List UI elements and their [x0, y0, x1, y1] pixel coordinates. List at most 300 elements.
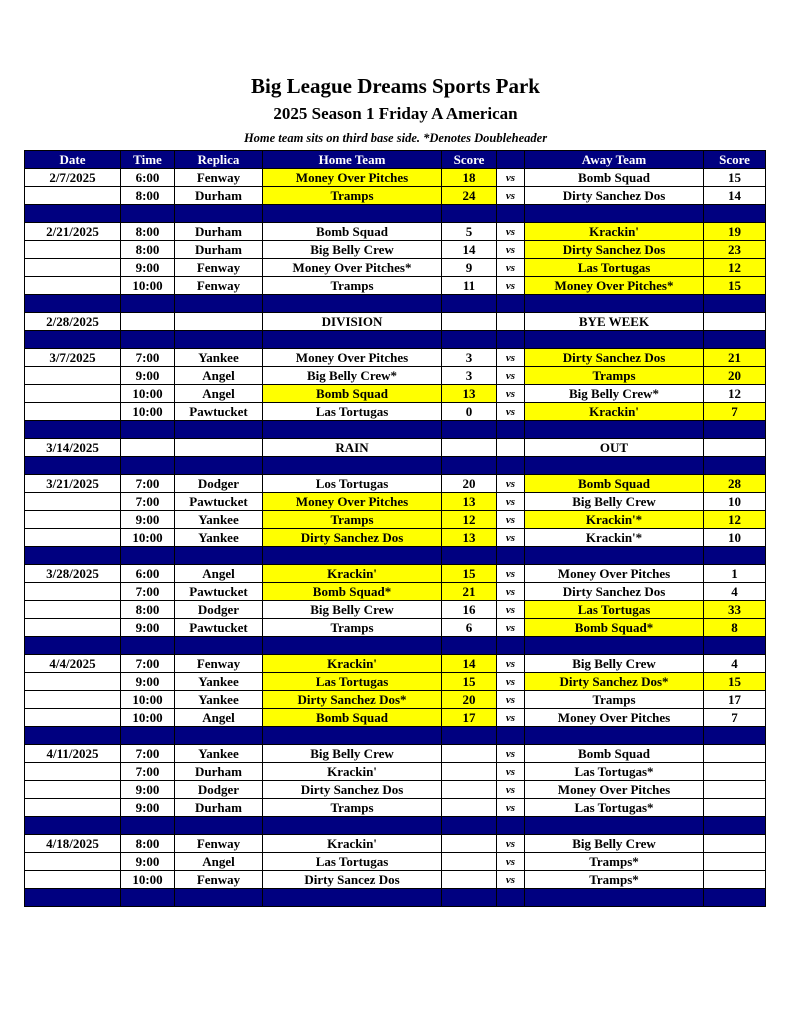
cell-home-team: Tramps: [263, 511, 442, 529]
table-row: [25, 673, 766, 691]
cell-home-team: Krackin': [263, 763, 442, 781]
cell-vs: vs: [497, 565, 525, 583]
week-separator-row: [25, 205, 766, 223]
col-header-date: Date: [25, 151, 121, 169]
cell-away-score: 7: [704, 403, 766, 421]
cell-home-score: [442, 763, 497, 781]
table-row: [25, 871, 766, 889]
cell-date: 3/7/2025: [25, 349, 121, 367]
separator-cell: [704, 421, 766, 439]
cell-date: [25, 853, 121, 871]
table-row: [25, 529, 766, 547]
cell-date: [25, 691, 121, 709]
separator-cell: [263, 295, 442, 313]
separator-cell: [25, 205, 121, 223]
cell-home-score: 16: [442, 601, 497, 619]
table-row: [25, 835, 766, 853]
cell-home-team: Dirty Sanchez Dos*: [263, 691, 442, 709]
cell-home-team: Tramps: [263, 277, 442, 295]
cell-replica: Fenway: [175, 259, 263, 277]
separator-cell: [25, 817, 121, 835]
separator-cell: [525, 727, 704, 745]
table-row: [25, 187, 766, 205]
cell-home-score: 21: [442, 583, 497, 601]
cell-time: 7:00: [121, 655, 175, 673]
separator-cell: [497, 457, 525, 475]
cell-away-team: Money Over Pitches: [525, 565, 704, 583]
cell-vs: vs: [497, 691, 525, 709]
table-row: [25, 493, 766, 511]
cell-date: 4/18/2025: [25, 835, 121, 853]
cell-replica: Fenway: [175, 169, 263, 187]
cell-vs: vs: [497, 367, 525, 385]
cell-home-score: 13: [442, 529, 497, 547]
cell-home-score: [442, 745, 497, 763]
cell-home-score: 18: [442, 169, 497, 187]
cell-away-team: Dirty Sanchez Dos: [525, 241, 704, 259]
cell-time: 9:00: [121, 511, 175, 529]
week-separator-row: [25, 457, 766, 475]
cell-replica: Pawtucket: [175, 619, 263, 637]
separator-cell: [525, 817, 704, 835]
cell-home-team: Big Belly Crew: [263, 745, 442, 763]
cell-time: 9:00: [121, 781, 175, 799]
cell-away-score: 4: [704, 655, 766, 673]
cell-time: 10:00: [121, 385, 175, 403]
separator-cell: [121, 727, 175, 745]
separator-cell: [704, 817, 766, 835]
cell-vs: vs: [497, 475, 525, 493]
separator-cell: [121, 817, 175, 835]
cell-date: [25, 871, 121, 889]
cell-time: 6:00: [121, 169, 175, 187]
cell-away-team: Bomb Squad: [525, 169, 704, 187]
cell-date: [25, 241, 121, 259]
cell-away-team: Krackin'*: [525, 511, 704, 529]
separator-cell: [121, 295, 175, 313]
col-header-home-team: Home Team: [263, 151, 442, 169]
cell-replica: Yankee: [175, 673, 263, 691]
cell-vs: vs: [497, 223, 525, 241]
cell-replica: Fenway: [175, 277, 263, 295]
separator-cell: [175, 205, 263, 223]
col-header-replica: Replica: [175, 151, 263, 169]
table-row: [25, 565, 766, 583]
separator-cell: [497, 295, 525, 313]
cell-home-team: Big Belly Crew: [263, 601, 442, 619]
cell-away-team: BYE WEEK: [525, 313, 704, 331]
separator-cell: [497, 889, 525, 907]
table-row: [25, 439, 766, 457]
separator-cell: [175, 421, 263, 439]
cell-date: [25, 511, 121, 529]
separator-cell: [263, 331, 442, 349]
cell-away-team: Bomb Squad: [525, 745, 704, 763]
cell-replica: Fenway: [175, 835, 263, 853]
cell-home-score: 14: [442, 655, 497, 673]
cell-date: 3/21/2025: [25, 475, 121, 493]
cell-date: [25, 367, 121, 385]
cell-home-score: 24: [442, 187, 497, 205]
separator-cell: [25, 457, 121, 475]
separator-cell: [263, 421, 442, 439]
cell-home-team: Money Over Pitches: [263, 169, 442, 187]
separator-cell: [25, 331, 121, 349]
cell-date: [25, 187, 121, 205]
cell-vs: vs: [497, 493, 525, 511]
separator-cell: [704, 457, 766, 475]
cell-time: 8:00: [121, 223, 175, 241]
week-separator-row: [25, 637, 766, 655]
cell-home-team: Las Tortugas: [263, 853, 442, 871]
cell-home-score: [442, 853, 497, 871]
cell-away-score: [704, 799, 766, 817]
cell-away-team: Dirty Sanchez Dos*: [525, 673, 704, 691]
separator-cell: [175, 547, 263, 565]
cell-away-score: [704, 439, 766, 457]
col-header-time: Time: [121, 151, 175, 169]
cell-replica: Angel: [175, 709, 263, 727]
cell-away-score: 12: [704, 511, 766, 529]
separator-cell: [175, 331, 263, 349]
cell-away-score: [704, 313, 766, 331]
cell-vs: [497, 313, 525, 331]
cell-home-team: Las Tortugas: [263, 673, 442, 691]
week-separator-row: [25, 817, 766, 835]
separator-cell: [525, 547, 704, 565]
page-title: Big League Dreams Sports Park: [251, 74, 540, 98]
table-row: [25, 853, 766, 871]
separator-cell: [25, 547, 121, 565]
cell-date: [25, 583, 121, 601]
cell-home-team: Money Over Pitches*: [263, 259, 442, 277]
cell-home-team: Bomb Squad: [263, 385, 442, 403]
cell-vs: vs: [497, 673, 525, 691]
schedule-table: [24, 150, 766, 907]
table-row: [25, 313, 766, 331]
cell-date: 3/28/2025: [25, 565, 121, 583]
cell-vs: vs: [497, 763, 525, 781]
cell-away-score: [704, 853, 766, 871]
separator-cell: [442, 727, 497, 745]
cell-replica: Yankee: [175, 745, 263, 763]
separator-cell: [263, 817, 442, 835]
table-row: [25, 403, 766, 421]
separator-cell: [497, 421, 525, 439]
cell-replica: Fenway: [175, 655, 263, 673]
separator-cell: [704, 727, 766, 745]
cell-replica: [175, 439, 263, 457]
cell-home-team: DIVISION: [263, 313, 442, 331]
week-separator-row: [25, 727, 766, 745]
cell-away-score: 28: [704, 475, 766, 493]
cell-home-score: 13: [442, 385, 497, 403]
cell-home-score: 13: [442, 493, 497, 511]
separator-cell: [704, 205, 766, 223]
cell-away-team: OUT: [525, 439, 704, 457]
cell-time: 8:00: [121, 601, 175, 619]
separator-cell: [121, 421, 175, 439]
separator-cell: [442, 205, 497, 223]
cell-time: 7:00: [121, 349, 175, 367]
separator-cell: [497, 331, 525, 349]
cell-home-team: Bomb Squad: [263, 709, 442, 727]
cell-away-score: 15: [704, 169, 766, 187]
separator-cell: [525, 457, 704, 475]
cell-away-team: Tramps: [525, 367, 704, 385]
cell-away-team: Bomb Squad: [525, 475, 704, 493]
cell-vs: vs: [497, 799, 525, 817]
cell-home-score: [442, 781, 497, 799]
table-row: [25, 799, 766, 817]
table-row: [25, 655, 766, 673]
cell-date: [25, 673, 121, 691]
cell-date: [25, 385, 121, 403]
cell-time: 7:00: [121, 583, 175, 601]
cell-home-team: Dirty Sanchez Dos: [263, 781, 442, 799]
cell-away-team: Las Tortugas*: [525, 763, 704, 781]
cell-home-team: Dirty Sanchez Dos: [263, 529, 442, 547]
cell-vs: vs: [497, 241, 525, 259]
col-header-vs: [497, 151, 525, 169]
cell-replica: Yankee: [175, 691, 263, 709]
table-row: [25, 367, 766, 385]
cell-time: 9:00: [121, 673, 175, 691]
cell-time: 7:00: [121, 493, 175, 511]
cell-time: [121, 439, 175, 457]
cell-vs: vs: [497, 619, 525, 637]
cell-home-score: [442, 439, 497, 457]
cell-date: [25, 709, 121, 727]
cell-away-score: [704, 745, 766, 763]
cell-replica: Yankee: [175, 529, 263, 547]
cell-away-team: Big Belly Crew: [525, 493, 704, 511]
cell-vs: vs: [497, 511, 525, 529]
cell-replica: Yankee: [175, 511, 263, 529]
week-separator-row: [25, 421, 766, 439]
cell-date: 3/14/2025: [25, 439, 121, 457]
cell-time: 10:00: [121, 277, 175, 295]
table-row: [25, 619, 766, 637]
separator-cell: [263, 457, 442, 475]
cell-away-score: 7: [704, 709, 766, 727]
separator-cell: [25, 295, 121, 313]
cell-replica: Durham: [175, 223, 263, 241]
cell-away-team: Las Tortugas*: [525, 799, 704, 817]
cell-home-score: [442, 313, 497, 331]
cell-replica: [175, 313, 263, 331]
separator-cell: [175, 457, 263, 475]
cell-home-score: 17: [442, 709, 497, 727]
cell-away-team: Dirty Sanchez Dos: [525, 349, 704, 367]
cell-replica: Durham: [175, 241, 263, 259]
separator-cell: [704, 331, 766, 349]
cell-time: 8:00: [121, 835, 175, 853]
cell-away-score: [704, 763, 766, 781]
table-row: [25, 385, 766, 403]
table-header-row: [25, 151, 766, 169]
cell-time: 10:00: [121, 871, 175, 889]
cell-replica: Pawtucket: [175, 493, 263, 511]
cell-date: 4/11/2025: [25, 745, 121, 763]
cell-replica: Angel: [175, 367, 263, 385]
table-row: [25, 601, 766, 619]
cell-vs: vs: [497, 655, 525, 673]
cell-away-team: Krackin': [525, 223, 704, 241]
cell-replica: Durham: [175, 799, 263, 817]
cell-home-score: 5: [442, 223, 497, 241]
separator-cell: [525, 331, 704, 349]
cell-away-score: 19: [704, 223, 766, 241]
cell-away-score: 10: [704, 529, 766, 547]
cell-date: [25, 529, 121, 547]
cell-time: 7:00: [121, 475, 175, 493]
cell-replica: Dodger: [175, 475, 263, 493]
schedule-body: [25, 169, 766, 907]
cell-replica: Pawtucket: [175, 403, 263, 421]
cell-home-score: 20: [442, 691, 497, 709]
cell-away-team: Big Belly Crew: [525, 835, 704, 853]
table-row: [25, 511, 766, 529]
cell-vs: vs: [497, 871, 525, 889]
cell-away-score: [704, 835, 766, 853]
cell-away-score: [704, 781, 766, 799]
cell-date: [25, 781, 121, 799]
cell-home-score: 9: [442, 259, 497, 277]
cell-vs: vs: [497, 583, 525, 601]
cell-away-score: 20: [704, 367, 766, 385]
table-row: [25, 691, 766, 709]
table-row: [25, 583, 766, 601]
week-separator-row: [25, 295, 766, 313]
table-row: [25, 241, 766, 259]
separator-cell: [442, 295, 497, 313]
cell-away-score: 1: [704, 565, 766, 583]
separator-cell: [442, 817, 497, 835]
cell-away-team: Dirty Sanchez Dos: [525, 583, 704, 601]
cell-vs: vs: [497, 187, 525, 205]
cell-home-score: 15: [442, 565, 497, 583]
cell-away-score: 33: [704, 601, 766, 619]
cell-home-team: Krackin': [263, 565, 442, 583]
cell-vs: vs: [497, 853, 525, 871]
cell-vs: vs: [497, 403, 525, 421]
separator-cell: [525, 637, 704, 655]
separator-cell: [442, 457, 497, 475]
separator-cell: [263, 637, 442, 655]
cell-home-team: Dirty Sancez Dos: [263, 871, 442, 889]
cell-home-score: 20: [442, 475, 497, 493]
separator-cell: [525, 889, 704, 907]
cell-time: 6:00: [121, 565, 175, 583]
cell-away-score: 12: [704, 385, 766, 403]
cell-vs: vs: [497, 835, 525, 853]
cell-vs: [497, 439, 525, 457]
cell-away-score: [704, 871, 766, 889]
cell-vs: vs: [497, 277, 525, 295]
cell-date: 2/21/2025: [25, 223, 121, 241]
separator-cell: [175, 295, 263, 313]
separator-cell: [442, 331, 497, 349]
cell-home-score: 12: [442, 511, 497, 529]
separator-cell: [442, 637, 497, 655]
cell-vs: vs: [497, 781, 525, 799]
separator-cell: [704, 295, 766, 313]
separator-cell: [704, 547, 766, 565]
cell-away-team: Krackin'*: [525, 529, 704, 547]
cell-away-team: Bomb Squad*: [525, 619, 704, 637]
cell-replica: Dodger: [175, 601, 263, 619]
cell-replica: Pawtucket: [175, 583, 263, 601]
table-row: [25, 709, 766, 727]
cell-home-team: Bomb Squad: [263, 223, 442, 241]
cell-home-score: [442, 835, 497, 853]
cell-away-score: 8: [704, 619, 766, 637]
cell-date: [25, 619, 121, 637]
cell-away-team: Las Tortugas: [525, 259, 704, 277]
separator-cell: [121, 457, 175, 475]
cell-away-score: 12: [704, 259, 766, 277]
cell-vs: vs: [497, 169, 525, 187]
col-header-away-team: Away Team: [525, 151, 704, 169]
separator-cell: [525, 421, 704, 439]
cell-time: 9:00: [121, 799, 175, 817]
cell-time: 10:00: [121, 403, 175, 421]
cell-vs: vs: [497, 601, 525, 619]
cell-replica: Durham: [175, 763, 263, 781]
cell-time: 9:00: [121, 619, 175, 637]
table-row: [25, 277, 766, 295]
cell-away-score: 15: [704, 277, 766, 295]
cell-date: 2/28/2025: [25, 313, 121, 331]
cell-away-score: 21: [704, 349, 766, 367]
cell-home-team: Tramps: [263, 799, 442, 817]
cell-date: 4/4/2025: [25, 655, 121, 673]
col-header-home-score: Score: [442, 151, 497, 169]
cell-date: [25, 259, 121, 277]
separator-cell: [525, 205, 704, 223]
cell-away-team: Tramps: [525, 691, 704, 709]
cell-time: 7:00: [121, 763, 175, 781]
cell-replica: Angel: [175, 853, 263, 871]
separator-cell: [121, 205, 175, 223]
separator-cell: [497, 817, 525, 835]
cell-home-team: Money Over Pitches: [263, 349, 442, 367]
cell-home-score: 6: [442, 619, 497, 637]
cell-away-score: 17: [704, 691, 766, 709]
table-row: [25, 745, 766, 763]
cell-vs: vs: [497, 385, 525, 403]
separator-cell: [121, 547, 175, 565]
cell-time: 9:00: [121, 367, 175, 385]
separator-cell: [25, 637, 121, 655]
cell-replica: Durham: [175, 187, 263, 205]
cell-vs: vs: [497, 709, 525, 727]
separator-cell: [497, 205, 525, 223]
table-row: [25, 763, 766, 781]
cell-date: [25, 277, 121, 295]
separator-cell: [704, 637, 766, 655]
separator-cell: [175, 889, 263, 907]
cell-home-score: 11: [442, 277, 497, 295]
cell-away-team: Tramps*: [525, 853, 704, 871]
cell-date: [25, 403, 121, 421]
cell-replica: Angel: [175, 565, 263, 583]
cell-away-score: 23: [704, 241, 766, 259]
cell-replica: Angel: [175, 385, 263, 403]
separator-cell: [263, 547, 442, 565]
cell-vs: vs: [497, 529, 525, 547]
